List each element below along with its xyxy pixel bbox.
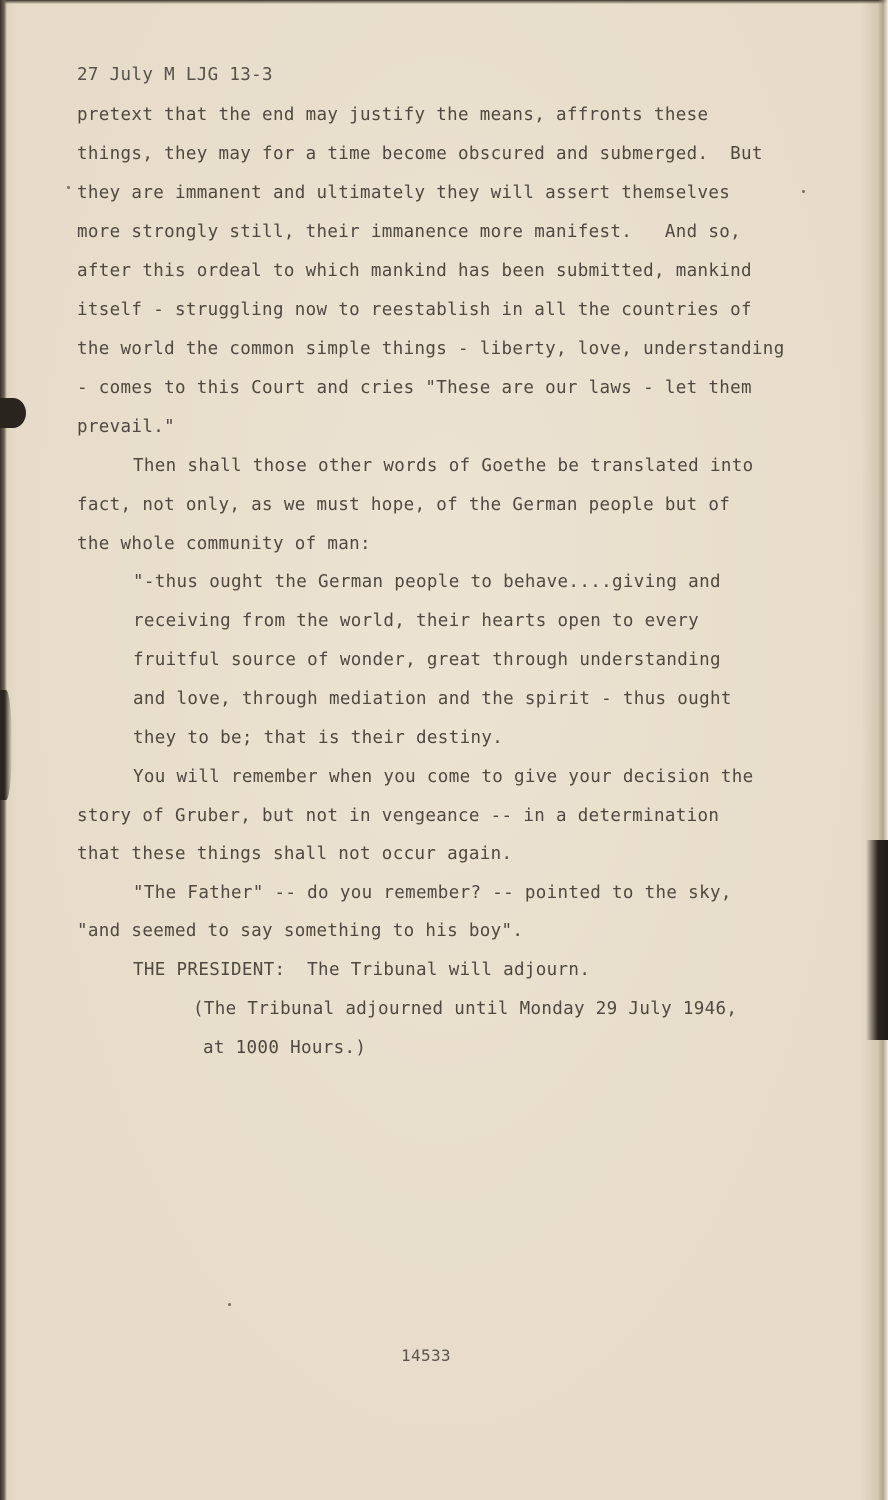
body-line: pretext that the end may justify the means, affronts these xyxy=(77,105,709,125)
body-line: prevail." xyxy=(77,417,175,437)
adjournment-note: (The Tribunal adjourned until Monday 29 July 1946, xyxy=(193,999,738,1019)
adjournment-note: at 1000 Hours.) xyxy=(203,1038,367,1058)
president-line: THE PRESIDENT: The Tribunal will adjourn. xyxy=(133,960,591,980)
page-header: 27 July M LJG 13-3 xyxy=(77,65,273,85)
body-line: itself - struggling now to reestablish in all the countries of xyxy=(77,300,752,320)
quote-line: fruitful source of wonder, great through understanding xyxy=(133,650,721,670)
body-line: after this ordeal to which mankind has been submitted, mankind xyxy=(77,261,752,281)
page-top-edge xyxy=(0,0,888,4)
body-line: fact, not only, as we must hope, of the German people but of xyxy=(77,495,731,515)
body-line: You will remember when you come to give your decision the xyxy=(133,767,754,787)
paper-tear xyxy=(0,690,12,800)
body-line: "and seemed to say something to his boy". xyxy=(77,921,524,941)
body-line: Then shall those other words of Goethe be translated into xyxy=(133,456,754,476)
body-line: things, they may for a time become obscured and submerged. But xyxy=(77,144,763,164)
body-line: the whole community of man: xyxy=(77,534,371,554)
quote-line: and love, through mediation and the spirit - thus ought xyxy=(133,689,732,709)
quote-line: receiving from the world, their hearts open to every xyxy=(133,611,700,631)
body-line: story of Gruber, but not in vengeance -- in a determination xyxy=(77,806,720,826)
page-right-shadow xyxy=(866,840,888,1040)
paper-speck xyxy=(802,190,805,193)
body-line: the world the common simple things - liberty, love, understanding xyxy=(77,339,785,359)
body-line: they are immanent and ultimately they will assert themselves xyxy=(77,183,731,203)
page-right-edge xyxy=(878,0,888,1500)
body-line: more strongly still, their immanence more manifest. And so, xyxy=(77,222,742,242)
paper-speck xyxy=(228,1303,231,1306)
body-line: that these things shall not occur again. xyxy=(77,844,513,864)
body-line: "The Father" -- do you remember? -- pointed to the sky, xyxy=(133,883,732,903)
quote-line: "-thus ought the German people to behave....giving and xyxy=(133,572,721,592)
paper-speck xyxy=(67,186,70,189)
punch-hole xyxy=(0,398,26,428)
body-line: - comes to this Court and cries "These are our laws - let them xyxy=(77,378,752,398)
quote-line: they to be; that is their destiny. xyxy=(133,728,504,748)
page-number: 14533 xyxy=(401,1346,451,1365)
